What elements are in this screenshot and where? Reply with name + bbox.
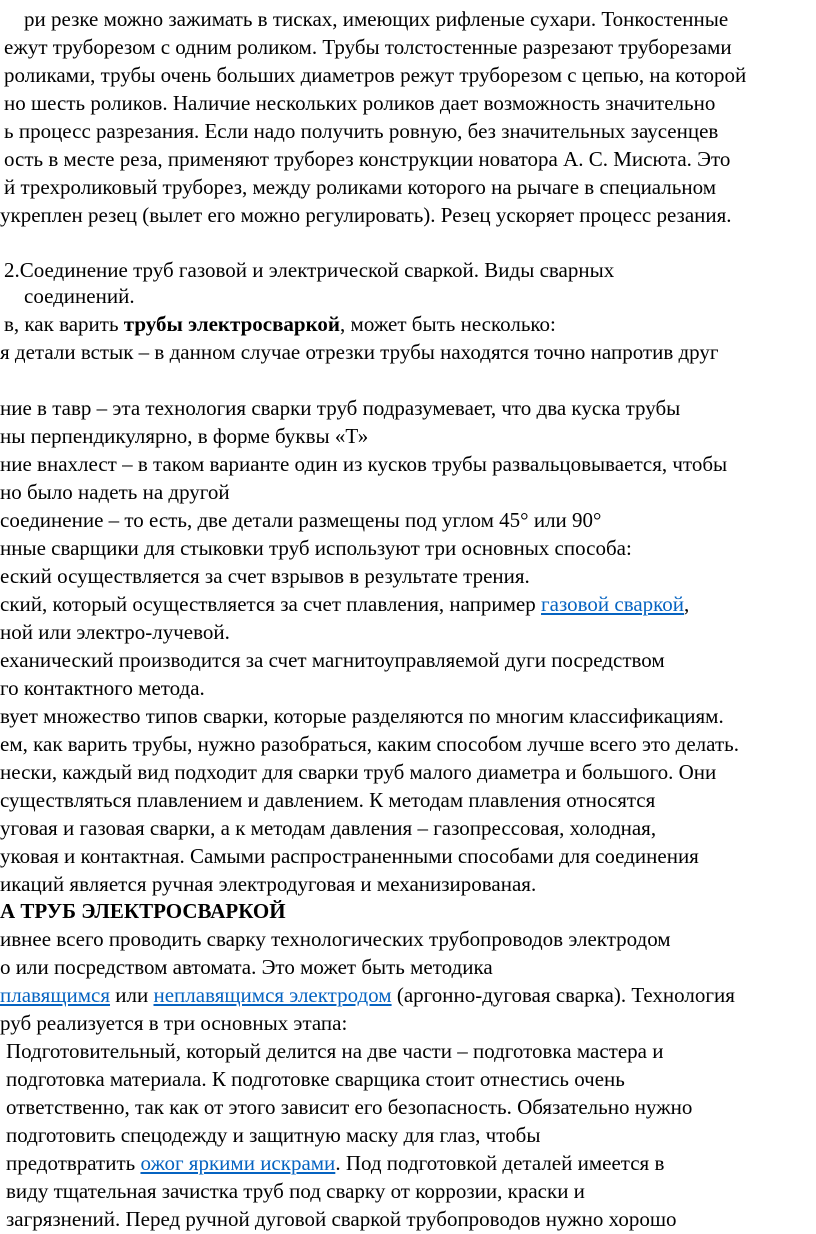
text-run: ский, который осуществляется за счет плавления, например [0,592,542,616]
list-item: я детали встык – в данном случае отрезки трубы находятся точно напротив друг [0,340,719,364]
paragraph-line: нески, каждый вид подходит для сварки труб малого диаметра и большого. Они [0,760,717,784]
paragraph-line: роликами, трубы очень больших диаметров режут труборезом с цепью, на которой [4,63,747,87]
paragraph-line [4,311,556,338]
paragraph-line: ость в месте реза, применяют труборез конструкции новатора А. С. Мисюта. Это [4,147,731,171]
bold-text: трубы электросваркой [123,312,341,336]
list-item [0,591,689,618]
list-item-cont: ной или электро-лучевой. [0,620,230,644]
list-item-cont: подготовка материала. К подготовке сварщика стоит отнестись очень [6,1067,625,1091]
list-item-cont: ны перпендикулярно, в форме буквы «Т» [0,424,369,448]
list-item: ние в тавр – эта технология сварки труб подразумевает, что два куска трубы [0,396,681,420]
paragraph-line: ри резке можно зажимать в тисках, имеющих рифленые сухари. Тонкостенные [24,7,729,31]
paragraph-line: уговая и газовая сварки, а к методам давления – газопрессовая, холодная, [0,816,657,840]
paragraph-line: й трехроликовый труборез, между роликами которого на рычаге в специальном [4,175,716,199]
section-heading: А ТРУБ ЭЛЕКТРОСВАРКОЙ [0,899,286,923]
list-item: Подготовительный, который делится на две части – подготовка мастера и [6,1039,664,1063]
paragraph-line: укреплен резец (вылет его можно регулировать). Резец ускоряет процесс резания. [0,203,732,227]
paragraph-line: ь процесс разрезания. Если надо получить ровную, без значительных заусенцев [4,119,719,143]
text-run: или [110,983,154,1007]
text-run: предотвратить [6,1151,141,1175]
text-run: (аргонно-дуговая сварка). Технология [391,983,735,1007]
gas-welding-link[interactable]: газовой сваркой [541,592,685,616]
paragraph-line: руб реализуется в три основных этапа: [0,1011,348,1035]
text-run: , [684,592,690,616]
bright-sparks-burn-link[interactable]: ожог яркими искрами [140,1151,336,1175]
text-run: в, как варить [4,312,124,336]
list-item-cont: загрязнений. Перед ручной дуговой сваркой трубопроводов нужно хорошо [6,1207,677,1231]
paragraph-line: о или посредством автомата. Это может быть методика [0,955,493,979]
consumable-electrode-link[interactable]: плавящимся [0,983,111,1007]
paragraph-line: ем, как варить трубы, нужно разобраться, каким способом лучше всего это делать. [0,732,739,756]
list-item-cont [6,1150,664,1177]
list-item-cont: но было надеть на другой [0,480,230,504]
paragraph-line: нные сварщики для стыковки труб используют три основных способа: [0,536,632,560]
non-consumable-electrode-link[interactable]: неплавящимся электродом [153,983,392,1007]
paragraph-line: существляться плавлением и давлением. К методам плавления относятся [0,788,656,812]
list-item: еский осуществляется за счет взрывов в результате трения. [0,564,530,588]
paragraph-line: икаций является ручная электродуговая и механизированая. [0,872,537,896]
list-item: ние внахлест – в таком варианте один из кусков трубы развальцовывается, чтобы [0,452,728,476]
list-item: соединение – то есть, две детали размещены под углом 45° или 90° [0,508,602,532]
list-item: еханический производится за счет магнитоуправляемой дуги посредством [0,648,665,672]
paragraph-line: уковая и контактная. Самыми распространенными способами для соединения [0,844,699,868]
paragraph-line: вует множество типов сварки, которые разделяются по многим классификациям. [0,704,724,728]
list-item-cont: подготовить спецодежду и защитную маску для глаз, чтобы [6,1123,541,1147]
section-heading: 2.Соединение труб газовой и электрической сваркой. Виды сварных [4,258,615,282]
text-run: . Под подготовкой деталей имеется в [335,1151,665,1175]
list-item-cont: го контактного метода. [0,676,205,700]
paragraph-line: но шесть роликов. Наличие нескольких роликов дает возможность значительно [4,91,716,115]
text-run: , может быть несколько: [340,312,556,336]
paragraph-line [0,982,735,1009]
paragraph-line: ежут труборезом с одним роликом. Трубы толстостенные разрезают труборезами [4,35,732,59]
list-item-cont: виду тщательная зачистка труб под сварку от коррозии, краски и [6,1179,585,1203]
list-item-cont: ответственно, так как от этого зависит его безопасность. Обязательно нужно [6,1095,693,1119]
paragraph-line: ивнее всего проводить сварку технологических трубопроводов электродом [0,927,671,951]
section-heading: соединений. [24,284,135,308]
